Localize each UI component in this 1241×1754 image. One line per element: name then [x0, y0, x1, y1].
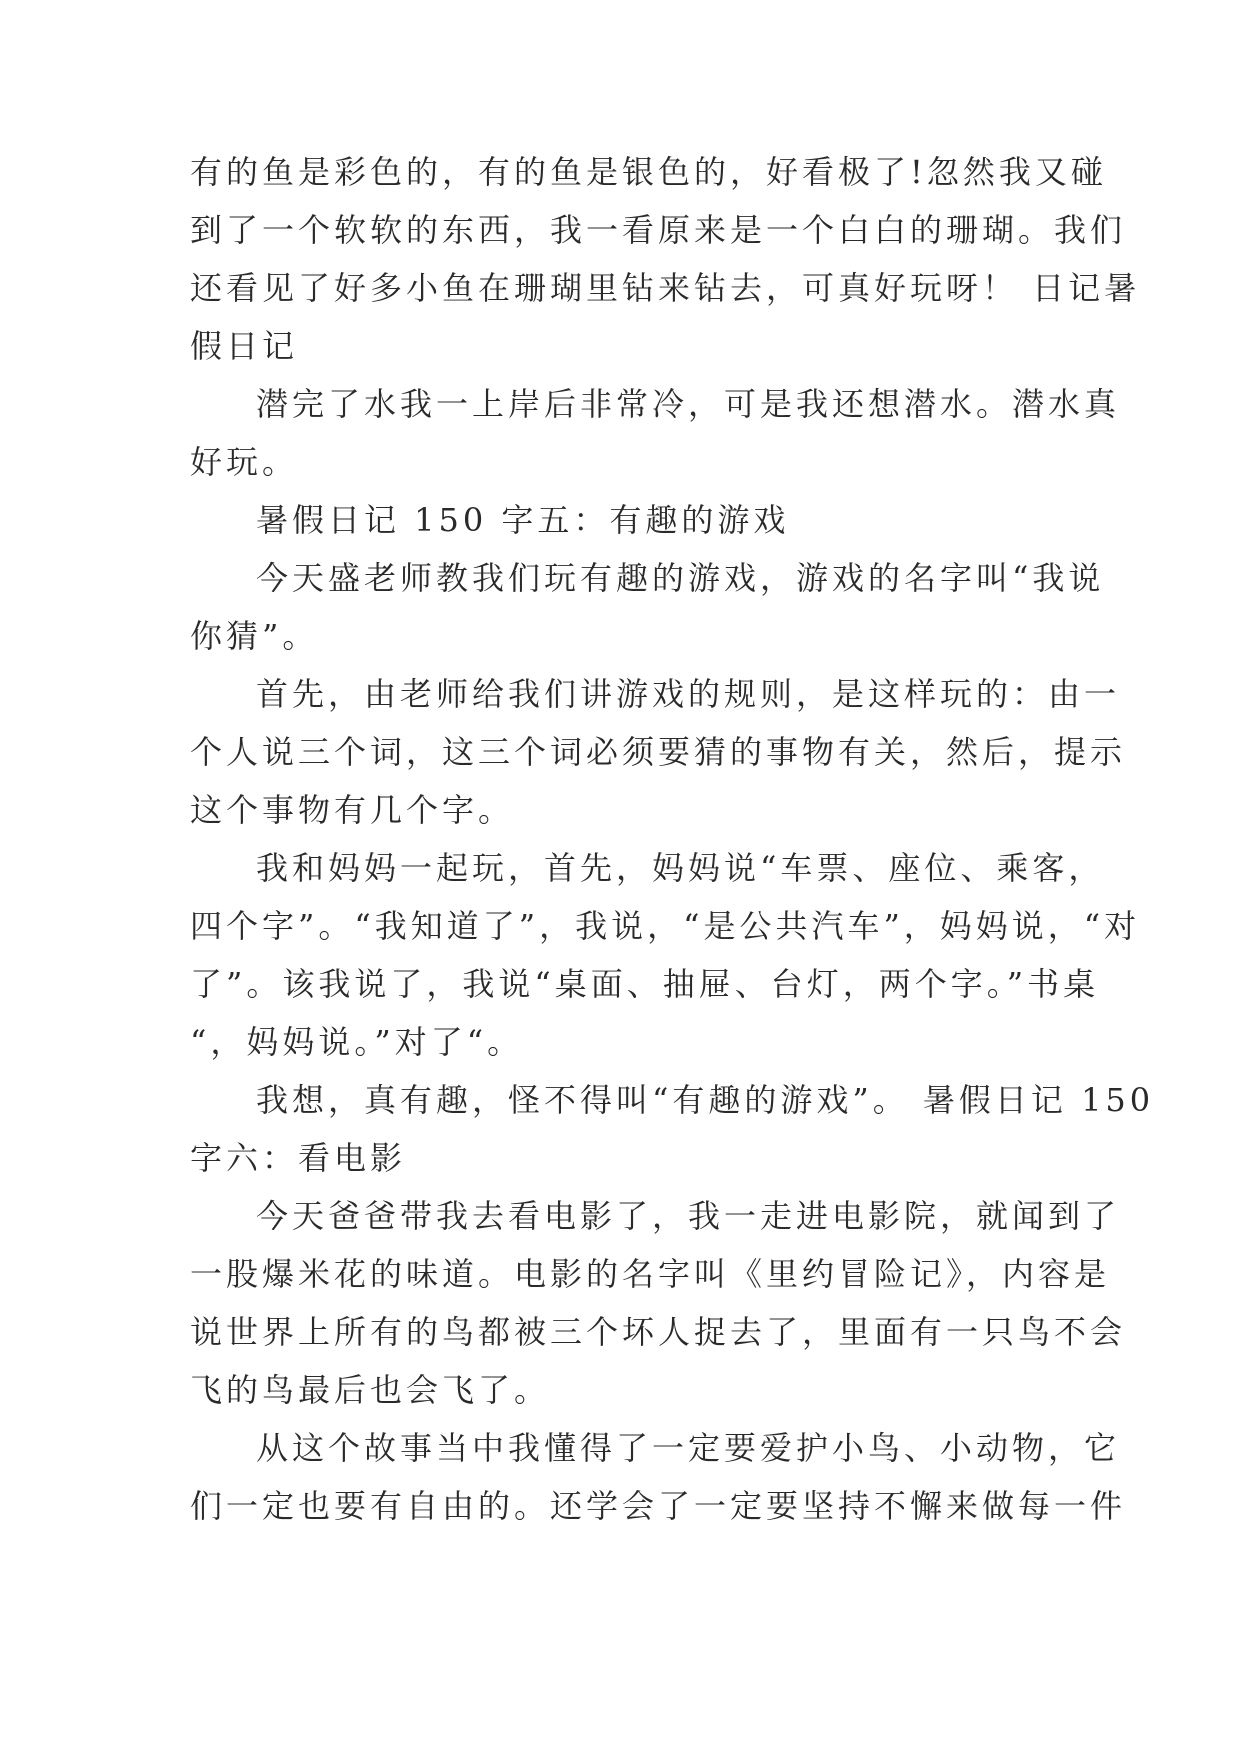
text-line: 了”。该我说了，我说“桌面、抽屉、台灯，两个字。”书桌	[190, 965, 1100, 1003]
text-line: 潜完了水我一上岸后非常冷，可是我还想潜水。潜水真	[256, 385, 1121, 423]
text-line: 飞的鸟最后也会飞了。	[190, 1371, 551, 1409]
text-line: 你猜”。	[190, 617, 319, 655]
section-heading: 字六：看电影	[190, 1139, 407, 1177]
text-line: 说世界上所有的鸟都被三个坏人捉去了，里面有一只鸟不会	[190, 1313, 1127, 1351]
text-line: 我和妈妈一起玩，首先，妈妈说“车票、座位、乘客，	[256, 849, 1105, 887]
text-line: 一股爆米花的味道。电影的名字叫《里约冒险记》，内容是	[190, 1255, 1111, 1293]
text-line: 有的鱼是彩色的，有的鱼是银色的，好看极了!忽然我又碰	[190, 153, 1107, 191]
text-line: “，妈妈说。”对了“。	[190, 1023, 524, 1061]
text-line: 这个事物有几个字。	[190, 791, 515, 829]
text-line: 四个字”。“我知道了”，我说，“是公共汽车”，妈妈说，“对	[190, 907, 1141, 945]
text-line: 假日记	[190, 327, 299, 365]
text-line: 还看见了好多小鱼在珊瑚里钻来钻去，可真好玩呀！ 日记暑	[190, 269, 1141, 307]
text-line: 到了一个软软的东西，我一看原来是一个白白的珊瑚。我们	[190, 211, 1127, 249]
text-line: 今天爸爸带我去看电影了，我一走进电影院，就闻到了	[256, 1197, 1121, 1235]
text-line: 个人说三个词，这三个词必须要猜的事物有关，然后，提示	[190, 733, 1127, 771]
text-line: 我想，真有趣，怪不得叫“有趣的游戏”。 暑假日记 150	[256, 1081, 1155, 1119]
text-line: 首先，由老师给我们讲游戏的规则，是这样玩的：由一	[256, 675, 1121, 713]
text-line: 今天盛老师教我们玩有趣的游戏，游戏的名字叫“我说	[256, 559, 1105, 597]
section-heading: 暑假日记 150 字五：有趣的游戏	[256, 501, 790, 539]
text-line: 从这个故事当中我懂得了一定要爱护小鸟、小动物，它	[256, 1429, 1121, 1467]
text-line: 们一定也要有自由的。还学会了一定要坚持不懈来做每一件	[190, 1487, 1127, 1525]
text-line: 好玩。	[190, 443, 299, 481]
